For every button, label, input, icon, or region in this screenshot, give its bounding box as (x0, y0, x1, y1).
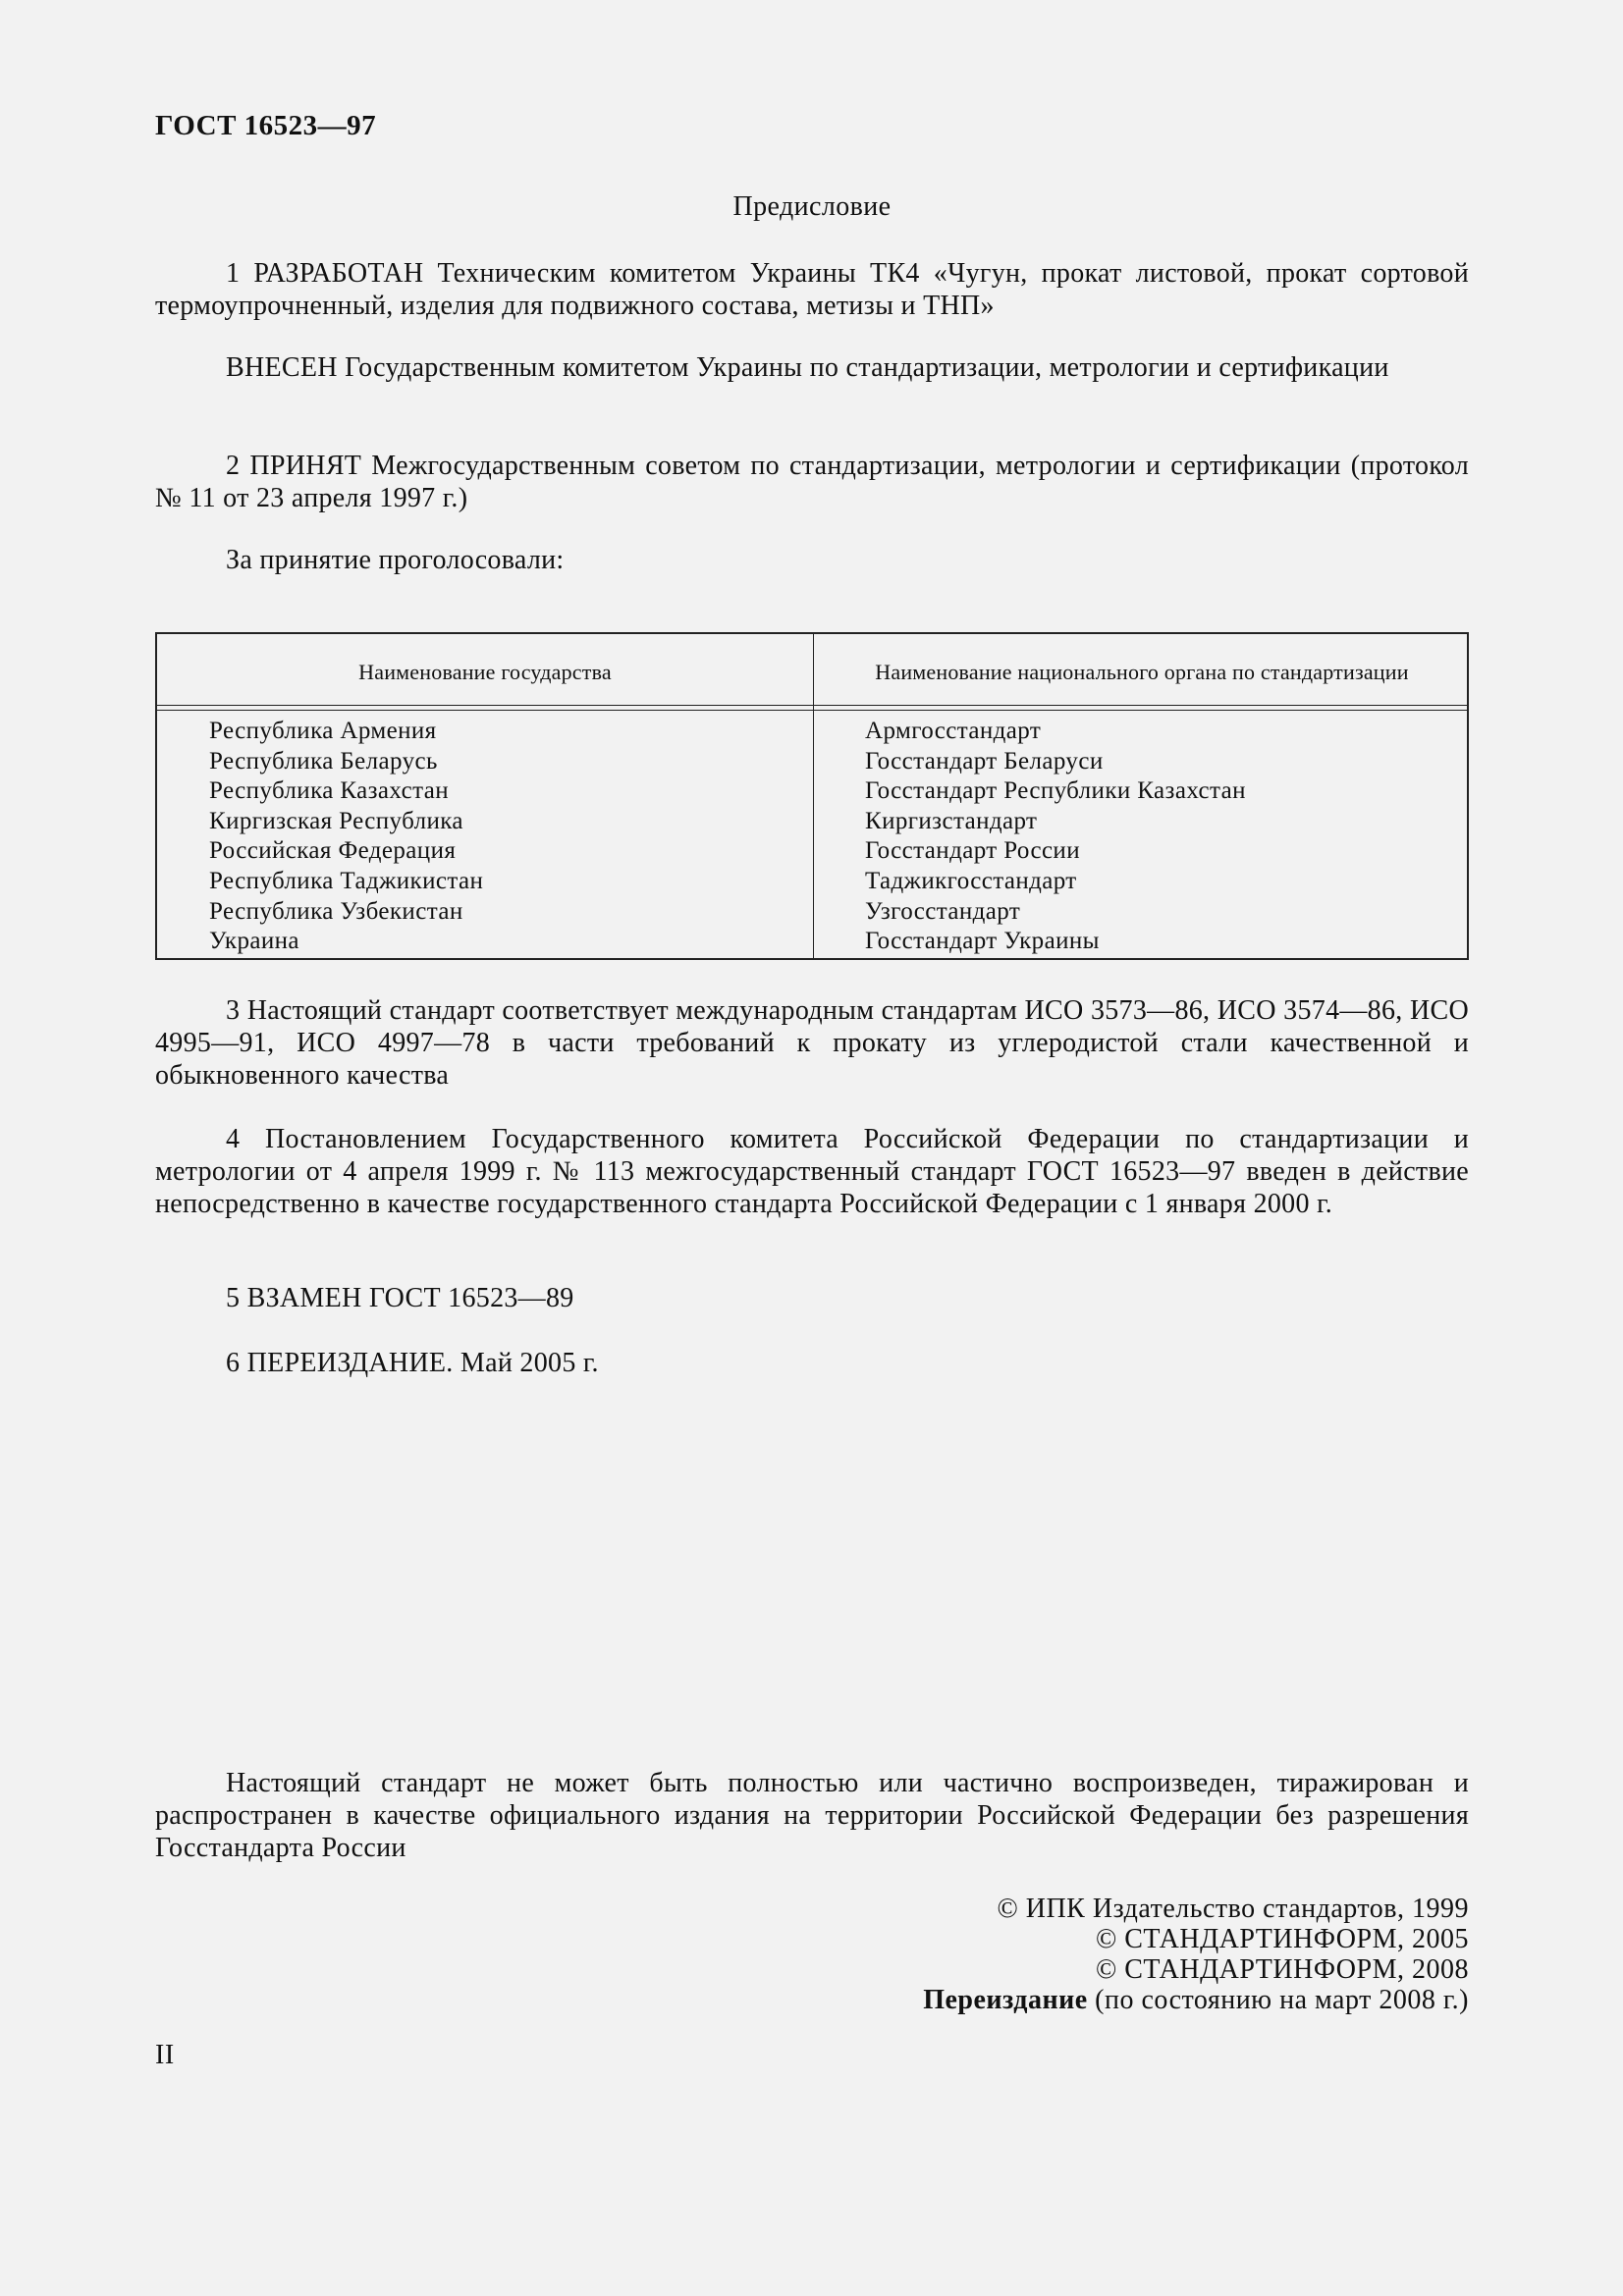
reissue-line (923, 1985, 1469, 2015)
table-cell-body: Армгосстандарт (865, 718, 1042, 744)
table-header-body: Наименование национального органа по стандартизации (875, 660, 1409, 684)
table-cell-state: Республика Узбекистан (209, 897, 463, 925)
copyright-block (923, 1894, 1469, 2015)
table-cell-body: Таджикгосстандарт (865, 867, 1077, 894)
table-cell-body: Киргизстандарт (865, 807, 1038, 834)
copyright-notice: Настоящий стандарт не может быть полностью или частично воспроизведен, тиражирован и распространен в качестве официального издания на территории Российской Федерации без разрешения Госстандарта России (155, 1768, 1469, 1863)
voting-table (155, 632, 1469, 960)
preface-title: Предисловие (732, 191, 892, 222)
paragraph-decree: 4 Постановлением Государственного комитета Российской Федерации по стандартизации и метрологии от 4 апреля 1999 г. № 113 межгосударственный стандарт ГОСТ 16523—97 введен в действие непосредственно в качестве государственного стандарта Российской Федерации с 1 января 2000 г. (155, 1124, 1469, 1219)
paragraph-reissue: 6 ПЕРЕИЗДАНИЕ. Май 2005 г. (226, 1348, 599, 1378)
table-header-state: Наименование государства (358, 660, 612, 684)
page-number: II (155, 2040, 175, 2070)
table-cell-state: Республика Армения (209, 718, 437, 744)
table-cell-body: Госстандарт Украины (865, 928, 1100, 955)
table-header-divider-double (157, 710, 1467, 711)
document-page (155, 0, 1469, 2296)
table-column-states (209, 717, 483, 957)
table-cell-body: Госстандарт Беларуси (865, 747, 1104, 774)
paragraph-introduced: ВНЕСЕН Государственным комитетом Украины по стандартизации, метрологии и сертификации (226, 352, 1389, 383)
paragraph-iso-compliance: 3 Настоящий стандарт соответствует международным стандартам ИСО 3573—86, ИСО 3574—86, ИСО 4995—91, ИСО 4997—78 в части требований к прокату из углеродистой стали качественной и обыкновенного качества (155, 995, 1469, 1091)
table-cell-state: Киргизская Республика (209, 807, 463, 834)
reissue-label: Переиздание (923, 1985, 1088, 2015)
table-cell-state: Республика Казахстан (209, 777, 449, 805)
document-code: ГОСТ 16523—97 (155, 110, 377, 141)
table-cell-state: Украина (209, 928, 299, 955)
paragraph-adopted: 2 ПРИНЯТ Межгосударственным советом по стандартизации, метрологии и сертификации (протокол № 11 от 23 апреля 1997 г.) (155, 451, 1469, 513)
reissue-date: (по состоянию на март 2008 г.) (1087, 1985, 1469, 2015)
paragraph-developed: 1 РАЗРАБОТАН Техническим комитетом Украины ТК4 «Чугун, прокат листовой, прокат сортовой термоупрочненный, изделия для подвижного состава, метизы и ТНП» (155, 258, 1469, 321)
table-cell-state: Республика Таджикистан (209, 867, 484, 894)
table-column-divider (813, 634, 814, 958)
copyright-line: © ИПК Издательство стандартов, 1999 (997, 1894, 1469, 1924)
table-cell-body: Узгосстандарт (865, 897, 1021, 925)
copyright-line: © СТАНДАРТИНФОРМ, 2005 (1095, 1924, 1469, 1954)
table-cell-state: Республика Беларусь (209, 747, 438, 774)
table-cell-body: Госстандарт России (865, 837, 1080, 865)
copyright-line: © СТАНДАРТИНФОРМ, 2008 (1095, 1954, 1469, 1985)
paragraph-voted: За принятие проголосовали: (226, 545, 565, 575)
table-cell-state: Российская Федерация (209, 837, 457, 865)
table-header-divider (157, 705, 1467, 706)
table-column-bodies (865, 717, 1246, 957)
paragraph-replaces: 5 ВЗАМЕН ГОСТ 16523—89 (226, 1283, 574, 1313)
table-cell-body: Госстандарт Республики Казахстан (865, 777, 1246, 805)
